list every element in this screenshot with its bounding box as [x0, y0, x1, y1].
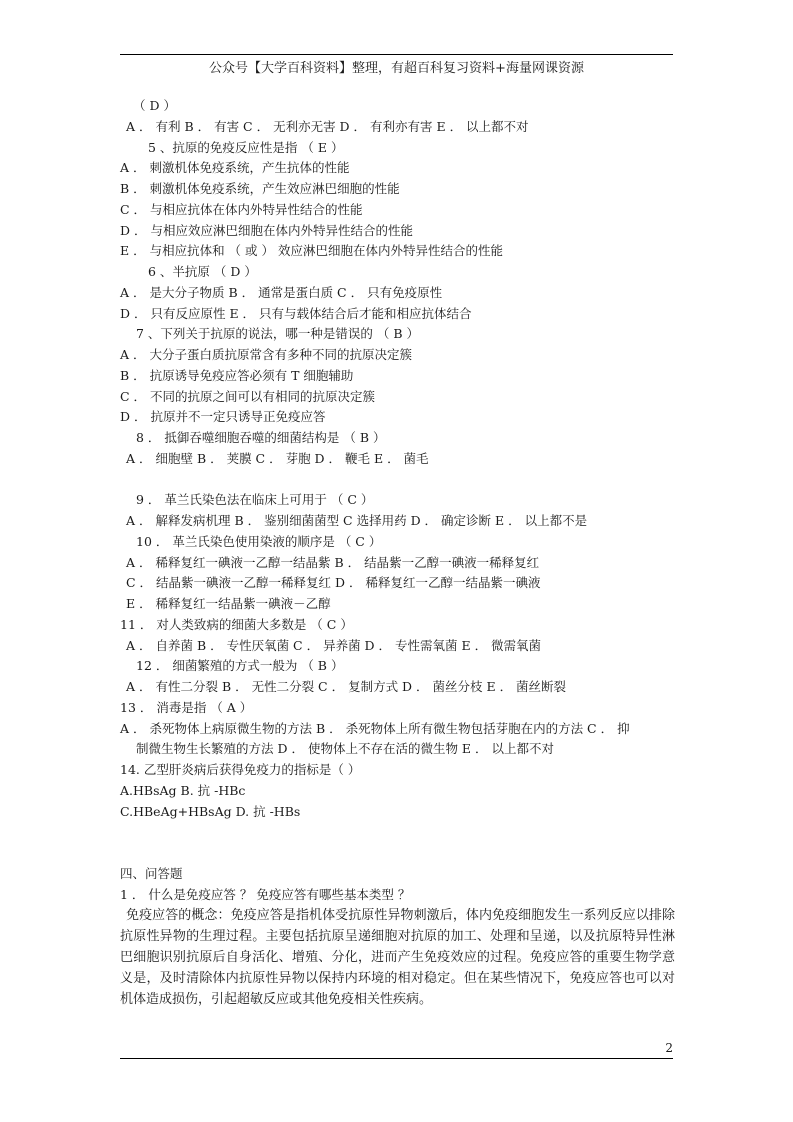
- option-line: A ． 稀释复红一碘液一乙醇一结晶紫 B ． 结晶紫一乙醇一碘液一稀释复红: [126, 554, 540, 570]
- page-header: 公众号【大学百科资料】整理，有超百科复习资料+海量网课资源: [209, 61, 584, 76]
- option-line: A ． 刺激机体免疫系统，产生抗体的性能: [120, 160, 350, 176]
- blank-line: [120, 822, 680, 864]
- option-line: C ． 与相应抗体在体内外特异性结合的性能: [120, 201, 363, 217]
- option-line: A ． 大分子蛋白质抗原常含有多种不同的抗原决定簇: [120, 347, 412, 362]
- option-line: C.HBeAg+HBsAg D. 抗 -HBs: [120, 803, 301, 819]
- option-line: 制微生物生长繁殖的方法 D ． 使物体上不存在活的微生物 E ． 以上都不对: [136, 741, 554, 757]
- answer-text: 免疫应答的概念：免疫应答是指机体受抗原性异物刺激后，体内免疫细胞发生一系列反应以排除抗原性异物的生理过程。主要包括抗原呈递细胞对抗原的加工、处理和呈递，以及抗原特异性淋巴细胞识别抗原后自身活化、增殖、分化，进而产生免疫效应的过程。免疫应答的重要生物学意义是，及时清除体内抗原性异物以保持内环境的相对稳定。但在某些情况下，免疫应答也可以对机体造成损伤，引起超敏反应或其他免疫相关性疾病。: [120, 908, 675, 1008]
- question-line: 1 ． 什么是免疫应答 ？ 免疫应答有哪些基本类型 ？: [120, 886, 411, 902]
- footer-rule: [120, 1058, 673, 1059]
- option-line: A ． 自养菌 B ． 专性厌氧菌 C ． 异养菌 D ． 专性需氧菌 E ． 微需氧菌: [126, 637, 542, 653]
- option-line: A ． 是大分子物质 B ． 通常是蛋白质 C ． 只有免疫原性: [120, 284, 443, 300]
- document-body: [120, 96, 680, 1010]
- page-number: 2: [665, 1041, 673, 1055]
- option-line: C ． 结晶紫一碘液一乙醇一稀释复红 D ． 稀释复红一乙醇一结晶紫一碘液: [126, 575, 541, 591]
- option-line: C ． 不同的抗原之间可以有相同的抗原决定簇: [120, 388, 376, 404]
- answer-paragraph: [120, 905, 675, 1010]
- question-line: 5 、抗原的免疫反应性是指 （ E ）: [148, 139, 344, 155]
- question-line: 8 ． 抵御吞噬细胞吞噬的细菌结构是 （ B ）: [136, 430, 386, 445]
- question-line: 9 ． 革兰氏染色法在临床上可用于 （ C ）: [136, 492, 374, 508]
- option-line: E ． 稀释复红一结晶紫一碘液－乙醇: [126, 596, 331, 611]
- option-line: B ． 刺激机体免疫系统，产生效应淋巴细胞的性能: [120, 181, 400, 196]
- question-line: 13 ． 消毒是指 （ A ）: [120, 699, 253, 715]
- option-line: B ． 抗原诱导免疫应答必须有 T 细胞辅助: [120, 367, 354, 383]
- question-line: 12 ． 细菌繁殖的方式一般为 （ B ）: [136, 658, 344, 674]
- option-line: D ． 抗原并不一定只诱导正免疫应答: [120, 409, 326, 425]
- question-line: 14. 乙型肝炎病后获得免疫力的指标是（ ）: [120, 762, 361, 777]
- section-title: 四、问答题: [120, 865, 183, 881]
- question-line: 10 ． 革兰氏染色使用染液的顺序是 （ C ）: [136, 533, 382, 549]
- option-line: D ． 只有反应原性 E ． 只有与载体结合后才能和相应抗体结合: [120, 305, 472, 321]
- option-line: A.HBsAg B. 抗 -HBc: [120, 782, 246, 798]
- option-line: E ． 与相应抗体和 （ 或 ） 效应淋巴细胞在体内外特异性结合的性能: [120, 243, 503, 259]
- option-line: D ． 与相应效应淋巴细胞在体内外特异性结合的性能: [120, 222, 413, 238]
- header-rule: [120, 54, 673, 55]
- option-line: A ． 有利 B ． 有害 C ． 无利亦无害 D ． 有利亦有害 E ． 以上都不对: [126, 118, 529, 134]
- blank-line: [120, 470, 680, 491]
- option-line: A ． 解释发病机理 B ． 鉴别细菌菌型 C 选择用药 D ． 确定诊断 E ． 以上都不是: [126, 513, 588, 528]
- question-line: 11 ． 对人类致病的细菌大多数是 （ C ）: [120, 616, 353, 632]
- question-line: 6 、半抗原 （ D ）: [148, 264, 257, 279]
- answer-line: （ D ）: [133, 98, 176, 113]
- option-line: A ． 杀死物体上病原微生物的方法 B ． 杀死物体上所有微生物包括芽胞在内的方法 C ． 抑: [120, 720, 630, 736]
- option-line: A ． 细胞壁 B ． 荚膜 C ． 芽胞 D ． 鞭毛 E ． 菌毛: [126, 450, 429, 466]
- question-line: 7 、下列关于抗原的说法，哪一种是错误的 （ B ）: [136, 326, 420, 342]
- option-line: A ． 有性二分裂 B ． 无性二分裂 C ． 复制方式 D ． 菌丝分枝 E ． 菌丝断裂: [126, 679, 567, 694]
